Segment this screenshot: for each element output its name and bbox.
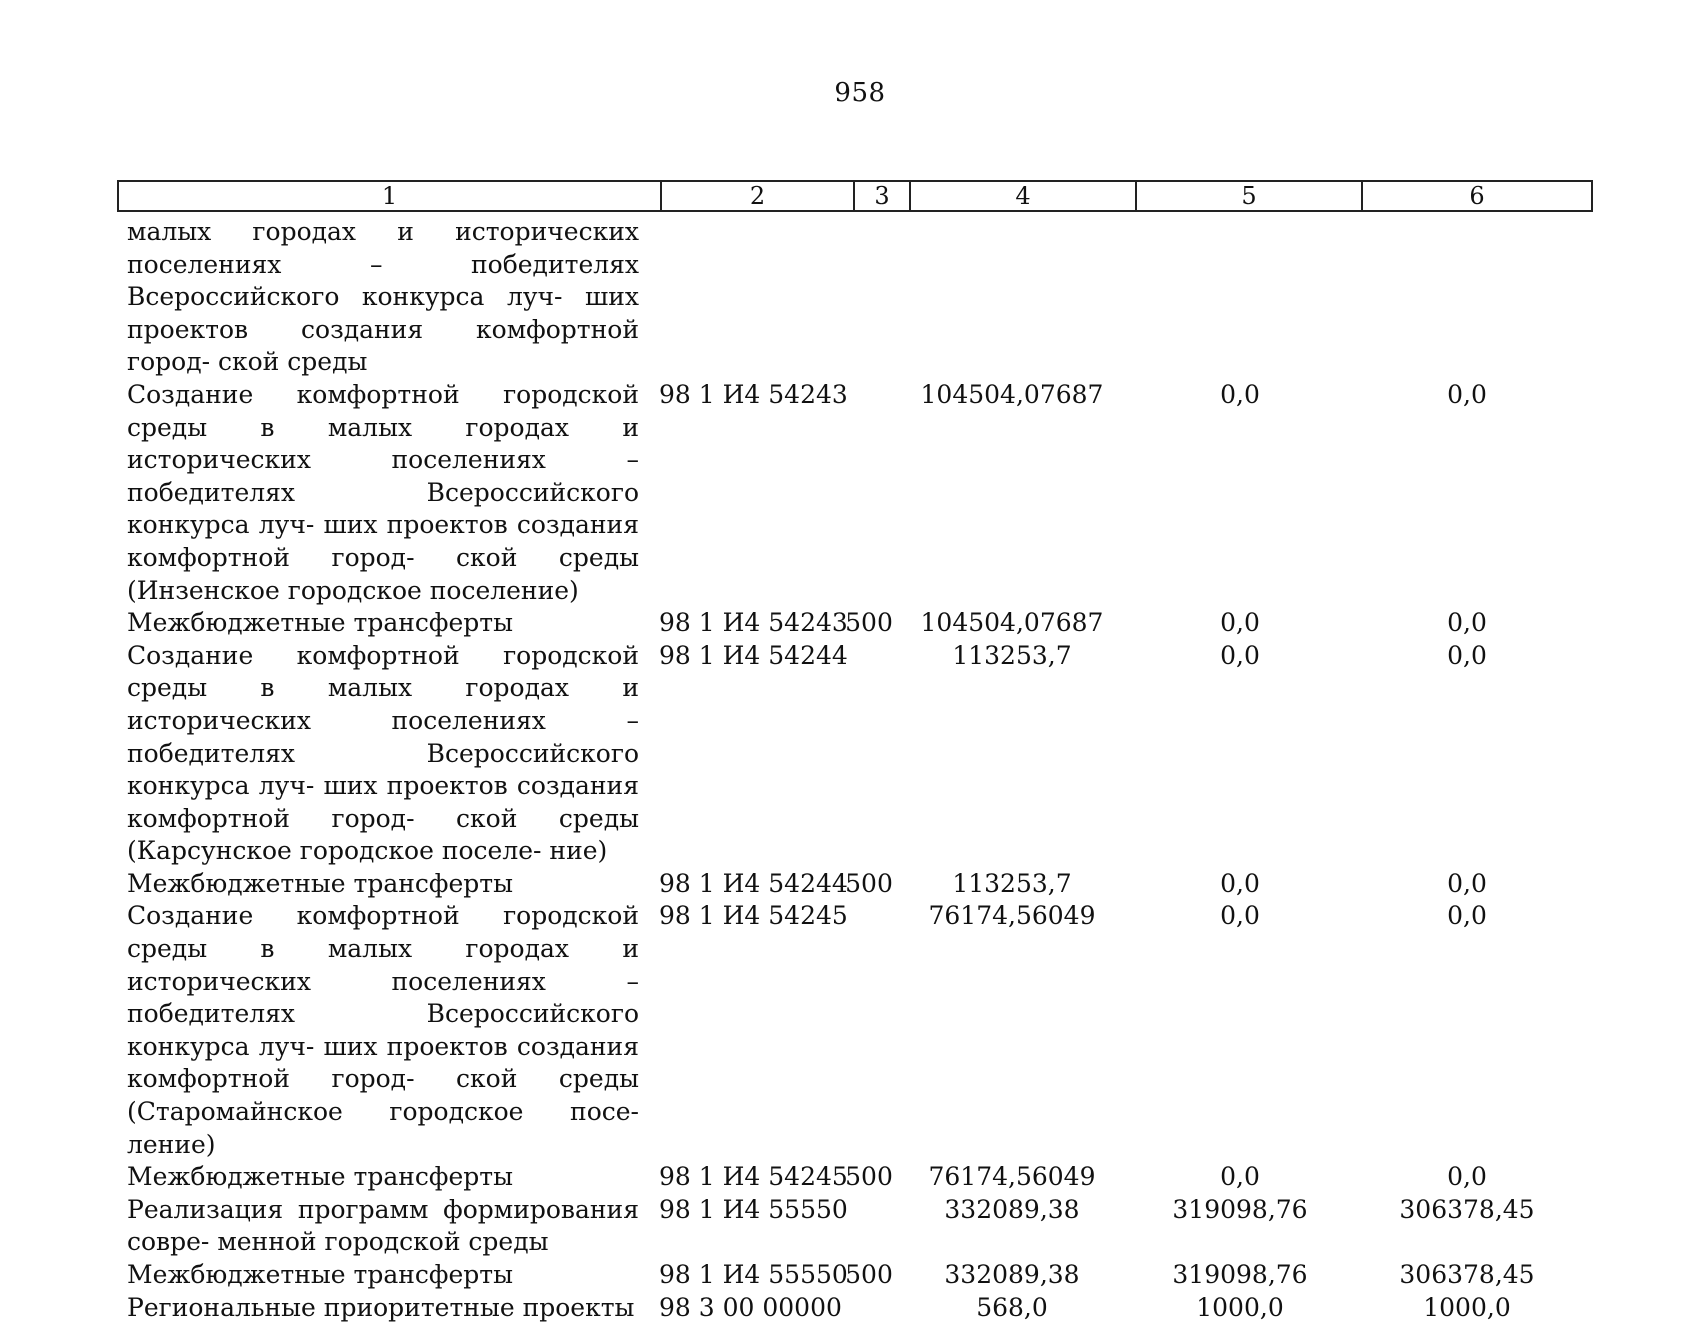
row-value-6: 0,0 xyxy=(1447,640,1487,670)
row-description: Региональные приоритетные проекты xyxy=(127,1292,635,1322)
table-row xyxy=(127,216,1587,379)
row-code: 98 1 И4 54244 xyxy=(659,640,848,670)
row-value-5: 0,0 xyxy=(1220,608,1260,638)
row-type xyxy=(841,1292,897,1324)
row-value-4: 104504,07687 xyxy=(920,608,1104,638)
table-header xyxy=(117,180,1593,212)
row-value-5: 0,0 xyxy=(1220,640,1260,670)
row-type xyxy=(841,640,897,868)
row-description: малых городах и исторических поселениях – победителях Всероссийского конкурса луч- ших проектов создания комфортной город- ской среды xyxy=(127,217,639,377)
table-row xyxy=(127,1194,1587,1259)
row-value-5: 0,0 xyxy=(1220,1162,1260,1192)
row-value-6: 306378,45 xyxy=(1399,1194,1535,1224)
header-col-3: 3 xyxy=(855,182,911,210)
row-code: 98 3 00 00000 xyxy=(659,1292,842,1322)
row-description: Межбюджетные трансферты xyxy=(127,868,514,898)
row-value-5: 319098,76 xyxy=(1172,1260,1308,1289)
row-type: 500 xyxy=(845,608,893,638)
row-value-6: 0,0 xyxy=(1447,379,1487,409)
header-col-6: 6 xyxy=(1469,182,1485,210)
row-description: Реализация программ формирования совре- менной городской среды xyxy=(127,1194,639,1257)
table-row xyxy=(127,868,1587,901)
row-type xyxy=(841,379,897,607)
row-code: 98 1 И4 54245 xyxy=(659,901,848,931)
row-value-4: 113253,7 xyxy=(952,868,1072,898)
row-code: 98 1 И4 54243 xyxy=(659,379,848,409)
row-code: 98 1 И4 54245 xyxy=(659,1162,848,1192)
table-row xyxy=(127,1161,1587,1194)
table-row xyxy=(127,900,1587,1161)
row-type xyxy=(841,1194,897,1259)
row-value-6: 0,0 xyxy=(1447,901,1487,931)
row-value-4: 76174,56049 xyxy=(928,901,1096,931)
row-description: Межбюджетные трансферты xyxy=(127,1260,514,1289)
row-code: 98 1 И4 54244 xyxy=(659,868,848,898)
row-description: Межбюджетные трансферты xyxy=(127,1162,514,1192)
row-description: Межбюджетные трансферты xyxy=(127,608,514,638)
header-col-2: 2 xyxy=(662,182,855,210)
row-type xyxy=(841,900,897,1161)
row-value-5: 0,0 xyxy=(1220,868,1260,898)
row-type: 500 xyxy=(845,868,893,898)
row-value-4: 332089,38 xyxy=(944,1194,1080,1224)
table-row xyxy=(127,1259,1587,1292)
row-value-4: 568,0 xyxy=(976,1292,1048,1322)
row-code: 98 1 И4 54243 xyxy=(659,608,848,638)
row-value-6: 306378,45 xyxy=(1399,1260,1535,1289)
row-description: Создание комфортной городской среды в малых городах и исторических поселениях – победителях Всероссийского конкурса луч- ших проектов создания комфортной город- ской среды (Инзенское городское поселение) xyxy=(127,379,639,605)
page-number: 958 xyxy=(834,78,886,108)
row-value-5: 319098,76 xyxy=(1172,1194,1308,1224)
row-type: 500 xyxy=(845,1260,893,1289)
header-col-1: 1 xyxy=(119,182,662,210)
row-code: 98 1 И4 55550 xyxy=(659,1194,848,1224)
row-value-4: 104504,07687 xyxy=(920,379,1104,409)
row-value-6: 0,0 xyxy=(1447,608,1487,638)
row-value-4: 332089,38 xyxy=(944,1260,1080,1289)
row-value-4: 113253,7 xyxy=(952,640,1072,670)
table-row xyxy=(127,1292,1587,1324)
row-value-6: 1000,0 xyxy=(1423,1292,1511,1322)
row-value-4: 76174,56049 xyxy=(928,1162,1096,1192)
row-description: Создание комфортной городской среды в малых городах и исторических поселениях – победителях Всероссийского конкурса луч- ших проектов создания комфортной город- ской среды (Старомайнское городское посе- ление) xyxy=(127,901,639,1159)
row-type xyxy=(841,216,897,379)
row-value-6 xyxy=(1353,216,1581,379)
row-code xyxy=(651,216,841,379)
table-row xyxy=(127,640,1587,868)
table-body xyxy=(127,216,1587,1324)
row-value-4 xyxy=(897,216,1127,379)
header-col-5: 5 xyxy=(1137,182,1363,210)
row-value-5 xyxy=(1127,216,1353,379)
row-type: 500 xyxy=(845,1162,893,1192)
row-value-5: 1000,0 xyxy=(1196,1292,1284,1322)
row-code: 98 1 И4 55550 xyxy=(659,1260,848,1289)
row-value-6: 0,0 xyxy=(1447,1162,1487,1192)
table-row xyxy=(127,379,1587,607)
row-description: Создание комфортной городской среды в малых городах и исторических поселениях – победителях Всероссийского конкурса луч- ших проектов создания комфортной город- ской среды (Карсунское городское поселе- ние) xyxy=(127,640,639,866)
row-value-6: 0,0 xyxy=(1447,868,1487,898)
table-row xyxy=(127,607,1587,640)
header-col-4: 4 xyxy=(911,182,1137,210)
row-value-5: 0,0 xyxy=(1220,379,1260,409)
row-value-5: 0,0 xyxy=(1220,901,1260,931)
